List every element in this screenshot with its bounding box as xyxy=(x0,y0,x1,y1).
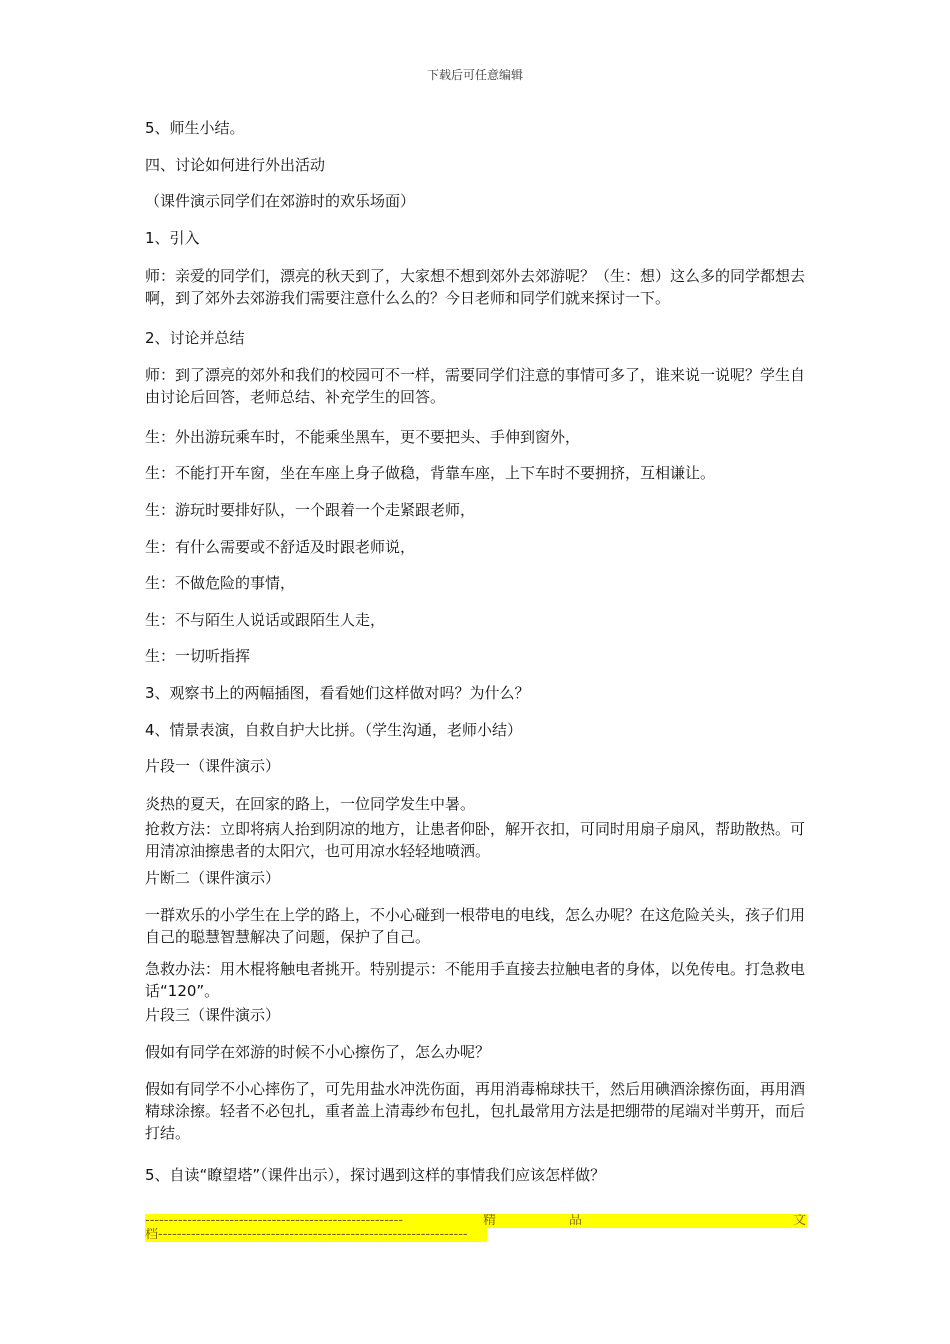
footer-line-1 xyxy=(145,1214,807,1228)
footer-word: 精 xyxy=(483,1214,497,1228)
paragraph: 师：到了漂亮的郊外和我们的校园可不一样，需要同学们注意的事情可多了，谁来说一说呢？学生自由讨论后回答，老师总结、补充学生的回答。 xyxy=(145,366,806,406)
text-line: 4、情景表演，自救自护大比拼。（学生沟通，老师小结） xyxy=(145,721,523,739)
text-line: 片断二（课件演示） xyxy=(145,869,281,887)
footer-word: 文 xyxy=(793,1214,807,1228)
text-line: 1、引入 xyxy=(145,229,200,247)
footer-dashes: ------------------------------------------------------- xyxy=(145,1214,404,1228)
text-line: 2、讨论并总结 xyxy=(145,329,245,347)
paragraph: 一群欢乐的小学生在上学的路上，不小心碰到一根带电的电线，怎么办呢？在这危险关头，孩子们用自己的聪慧智慧解决了问题，保护了自己。 xyxy=(145,906,806,946)
text-line: 生：不能打开车窗，坐在车座上身子做稳，背靠车座，上下车时不要拥挤，互相谦让。 xyxy=(145,464,716,482)
footer-watermark xyxy=(145,1214,807,1246)
paragraph: 抢救方法：立即将病人抬到阴凉的地方，让患者仰卧，解开衣扣，可同时用扇子扇风，帮助散热。可用清凉油擦患者的太阳穴，也可用凉水轻轻地喷洒。 xyxy=(145,820,806,860)
text-line: 生：外出游玩乘车时，不能乘坐黑车，更不要把头、手伸到窗外， xyxy=(145,428,581,446)
page-header: 下载后可任意编辑 xyxy=(426,68,523,82)
text-line: 3、观察书上的两幅插图，看看她们这样做对吗？为什么？ xyxy=(145,684,530,702)
text-line: 生：不做危险的事情， xyxy=(145,574,296,592)
paragraph: 急救办法：用木棍将触电者挑开。特别提示：不能用手直接去拉触电者的身体，以免传电。打急救电话“120”。 xyxy=(145,960,806,1000)
paragraph: 师：亲爱的同学们，漂亮的秋天到了，大家想不想到郊外去郊游呢？（生：想）这么多的同学都想去啊，到了郊外去郊游我们需要注意什么么的？今日老师和同学们就来探讨一下。 xyxy=(145,267,806,307)
text-line: （课件演示同学们在郊游时的欢乐场面） xyxy=(145,192,416,210)
text-line: 片段三（课件演示） xyxy=(145,1006,281,1024)
text-line: 生：游玩时要排好队，一个跟着一个走紧跟老师， xyxy=(145,501,476,519)
text-line: 生：不与陌生人说话或跟陌生人走， xyxy=(145,611,386,629)
footer-line-2: 档------------------------------------------------------------------ xyxy=(145,1228,487,1242)
section-heading: 四、讨论如何进行外出活动 xyxy=(145,156,326,174)
text-line: 假如有同学在郊游的时候不小心擦伤了，怎么办呢？ xyxy=(145,1043,491,1061)
text-line: 5、自读“瞭望塔”（课件出示），探讨遇到这样的事情我们应该怎样做？ xyxy=(145,1166,606,1184)
paragraph: 假如有同学不小心摔伤了，可先用盐水冲洗伤面，再用消毒棉球扶干，然后用碘酒涂擦伤面，再用酒精球涂擦。轻者不必包扎，重者盖上清毒纱布包扎，包扎最常用方法是把绷带的尾端对半剪开，而后打结。 xyxy=(145,1080,806,1142)
text-line: 片段一（课件演示） xyxy=(145,757,281,775)
footer-word: 品 xyxy=(569,1214,583,1228)
text-line: 生：一切听指挥 xyxy=(145,647,251,665)
text-line: 5、师生小结。 xyxy=(145,119,245,137)
text-line: 生：有什么需要或不舒适及时跟老师说， xyxy=(145,538,416,556)
text-line: 炎热的夏天，在回家的路上，一位同学发生中暑。 xyxy=(145,795,476,813)
